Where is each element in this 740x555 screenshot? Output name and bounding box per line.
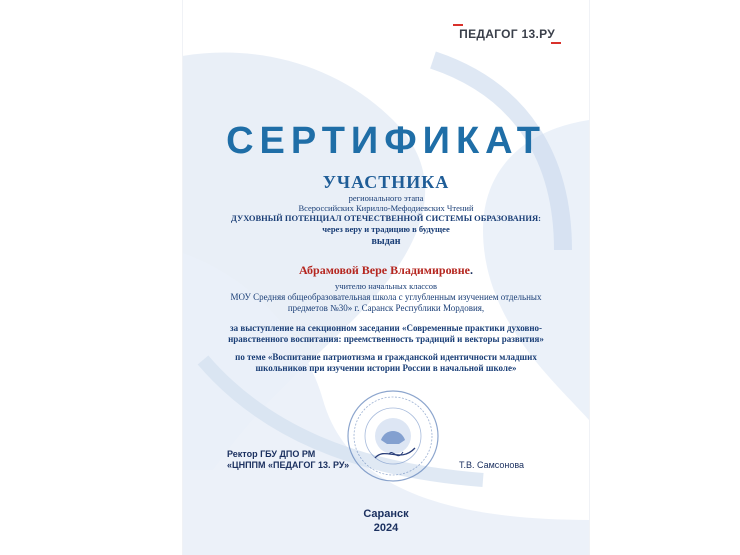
logo-accent-bottom <box>551 42 561 44</box>
footer-year: 2024 <box>373 522 399 534</box>
event-line-4: через веру и традицию в будущее <box>322 224 450 234</box>
topic-line-2: школьников при изучении истории России в начальной школе» <box>255 363 517 373</box>
official-seal-icon <box>345 388 441 484</box>
signatory-line-1: Ректор ГБУ ДПО РМ <box>227 449 316 459</box>
event-line-3: ДУХОВНЫЙ ПОТЕНЦИАЛ ОТЕЧЕСТВЕННОЙ СИСТЕМЫ ОБРАЗОВАНИЯ: <box>231 213 541 223</box>
signatory-line-2: «ЦНППМ «ПЕДАГОГ 13. РУ» <box>227 460 350 470</box>
recipient-position: учителю начальных классов <box>334 281 438 291</box>
recipient-text: Абрамовой Вере Владимировне <box>299 263 470 277</box>
event-line-1: регионального этапа <box>348 193 424 203</box>
certificate-title: СЕРТИФИКАТ <box>226 120 546 162</box>
certificate-subtitle: УЧАСТНИКА <box>322 172 450 192</box>
footer-place-date <box>183 507 589 535</box>
reason-line-2: нравственного воспитания: преемственность традиций и векторы развития» <box>228 334 544 344</box>
topic-line-1: по теме «Воспитание патриотизма и гражданской идентичности младших <box>235 352 537 362</box>
signatory-name: Т.В. Самсонова <box>459 460 525 470</box>
brand-logo <box>459 27 555 41</box>
logo-accent-top <box>453 24 463 26</box>
signatory-title <box>227 449 349 471</box>
event-line-2: Всероссийских Кирилло-Мефодиевских Чтений <box>298 203 474 213</box>
school-line-1: МОУ Средняя общеобразовательная школа с углубленным изучением отдельных <box>230 292 542 302</box>
recipient-name: Абрамовой Вере Владимировне. <box>299 263 473 277</box>
school-line-2: предметов №30» г. Саранск Республики Мордовия, <box>287 303 485 313</box>
issued-label: выдан <box>371 236 401 247</box>
footer-city: Саранск <box>363 508 409 520</box>
reason-line-1: за выступление на секционном заседании «Современные практики духовно- <box>229 323 543 333</box>
logo-text: ПЕДАГОГ 13.РУ <box>459 27 555 41</box>
certificate-page <box>182 0 590 555</box>
